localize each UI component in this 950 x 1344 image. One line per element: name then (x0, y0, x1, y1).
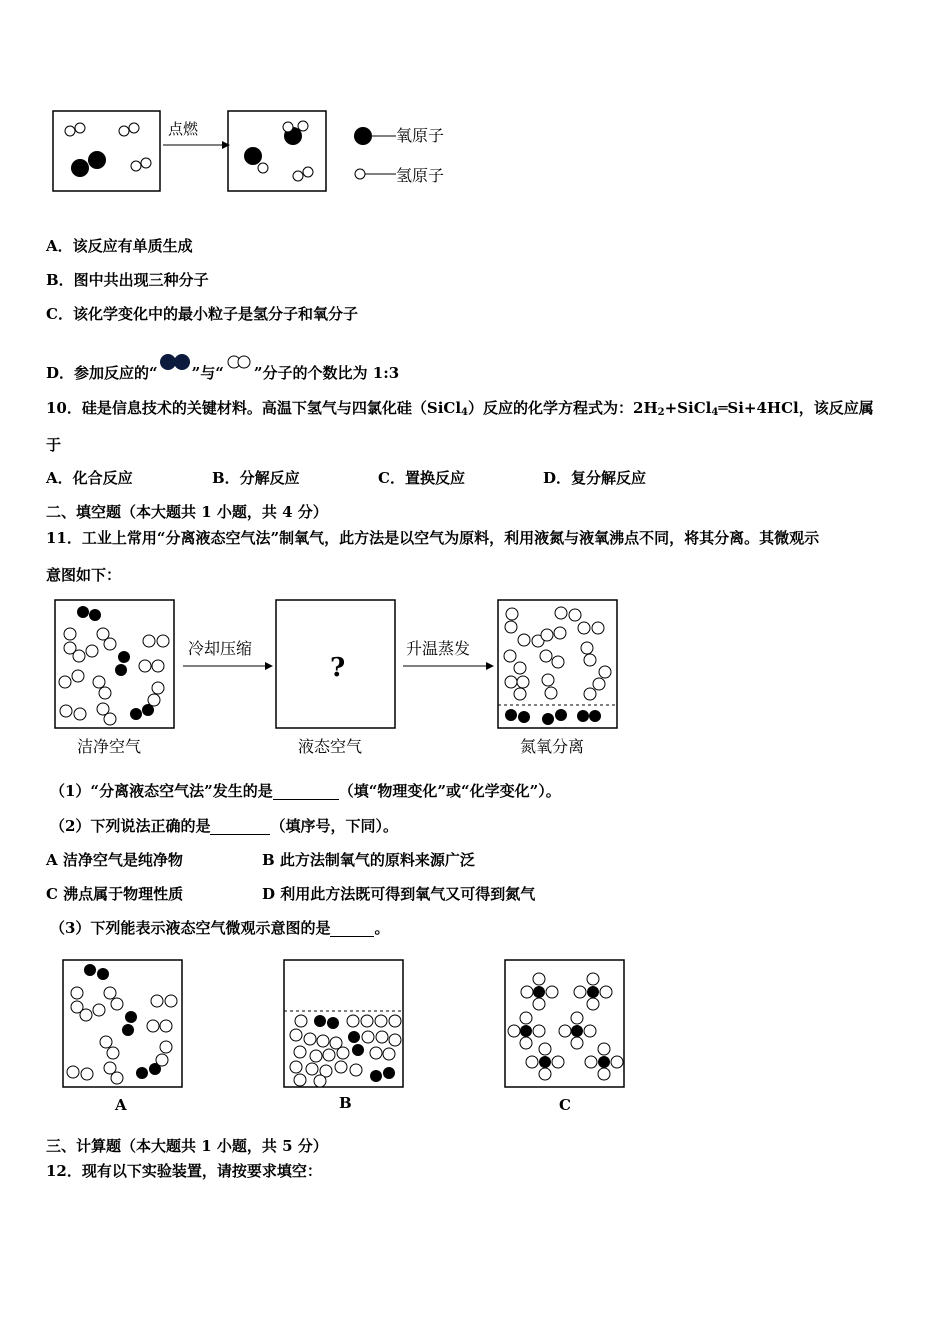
q10-sub-1: 4 (461, 407, 469, 418)
q10-option-a: A．化合反应 (46, 469, 133, 487)
answer-blank-3[interactable] (330, 922, 374, 937)
q10-stem-c: +SiCl (664, 399, 712, 417)
choice-b-label[interactable]: B (339, 1094, 352, 1112)
q11-part-1 (50, 782, 561, 800)
q10-stem (46, 399, 874, 422)
section-2-heading: 二、填空题（本大题共 1 小题，共 4 分） (46, 503, 328, 521)
choice-c-label[interactable]: C (559, 1096, 571, 1114)
question-mark: ? (330, 653, 346, 683)
q9-option-c: C．该化学变化中的最小粒子是氢分子和氧分子 (46, 305, 358, 323)
q11-option-d: D 利用此方法既可得到氧气又可得到氮气 (262, 885, 536, 903)
fig-label-clean-air: 洁净空气 (77, 737, 142, 756)
fig-label-separation: 氮氧分离 (520, 737, 585, 756)
arrow-label-heat: 升温蒸发 (406, 639, 471, 658)
legend-oxygen: 氧原子 (396, 126, 445, 145)
q10-option-b: B．分解反应 (212, 469, 300, 487)
q9-option-d-suffix: ”分子的个数比为 1:3 (253, 364, 400, 382)
q11-part-2 (50, 817, 398, 835)
q9-option-d-prefix: D．参加反应的“ (46, 364, 158, 382)
q11-part-2-b: （填序号，下同）。 (270, 817, 398, 835)
legend-hydrogen: 氢原子 (396, 166, 445, 185)
section-3-heading: 三、计算题（本大题共 1 小题，共 5 分） (46, 1137, 328, 1155)
q12-stem: 12．现有以下实验装置，请按要求填空： (46, 1162, 322, 1180)
q9-option-b: B．图中共出现三种分子 (46, 271, 209, 289)
q10-sub-3: 4 (711, 407, 719, 418)
q10-stem-b: ）反应的化学方程式为：2H (468, 399, 658, 417)
q11-part-1-a: （1）“分离液态空气法”发生的是 (50, 782, 273, 800)
q11-option-b: B 此方法制氧气的原料来源广泛 (262, 851, 475, 869)
hydrogen-molecule-icon (224, 352, 254, 372)
q11-option-a: A 洁净空气是纯净物 (46, 851, 183, 869)
arrow-label: 点燃 (168, 120, 199, 138)
q11-part-3 (50, 919, 389, 937)
q11-option-c: C 沸点属于物理性质 (46, 885, 184, 903)
q10-stem-d: ═Si+4HCl，该反应属 (718, 399, 874, 417)
answer-blank-1[interactable] (273, 785, 339, 800)
air-separation-diagram (50, 596, 630, 758)
liquid-air-choices (58, 955, 633, 1117)
choice-a-label[interactable]: A (115, 1096, 127, 1114)
arrow-label-cool: 冷却压缩 (188, 639, 253, 658)
q10-sub-2: 2 (657, 407, 665, 418)
q10-option-d: D．复分解反应 (543, 469, 647, 487)
q10-option-c: C．置换反应 (378, 469, 465, 487)
q11-part-2-a: （2）下列说法正确的是 (50, 817, 211, 835)
q9-option-d-mid: ”与“ (191, 364, 224, 382)
fig-label-liquid-air: 液态空气 (298, 737, 363, 756)
q9-option-a: A．该反应有单质生成 (46, 237, 193, 255)
q10-stem-a: 10．硅是信息技术的关键材料。高温下氢气与四氯化硅（SiCl (46, 399, 462, 417)
oxygen-molecule-icon (158, 352, 192, 372)
answer-blank-2[interactable] (210, 820, 270, 835)
q11-part-3-b: 。 (374, 919, 390, 937)
q9-option-d (46, 352, 399, 382)
q11-part-3-a: （3）下列能表示液态空气微观示意图的是 (50, 919, 331, 937)
reaction-diagram (50, 108, 470, 198)
q10-stem-cont: 于 (46, 436, 62, 454)
q11-stem: 11．工业上常用“分离液态空气法”制氧气，此方法是以空气为原料，利用液氮与液氧沸点不同，将其分离。其微观示 (46, 529, 820, 547)
q11-part-1-b: （填“物理变化”或“化学变化”）。 (338, 782, 561, 800)
q11-stem-cont: 意图如下： (46, 566, 122, 584)
